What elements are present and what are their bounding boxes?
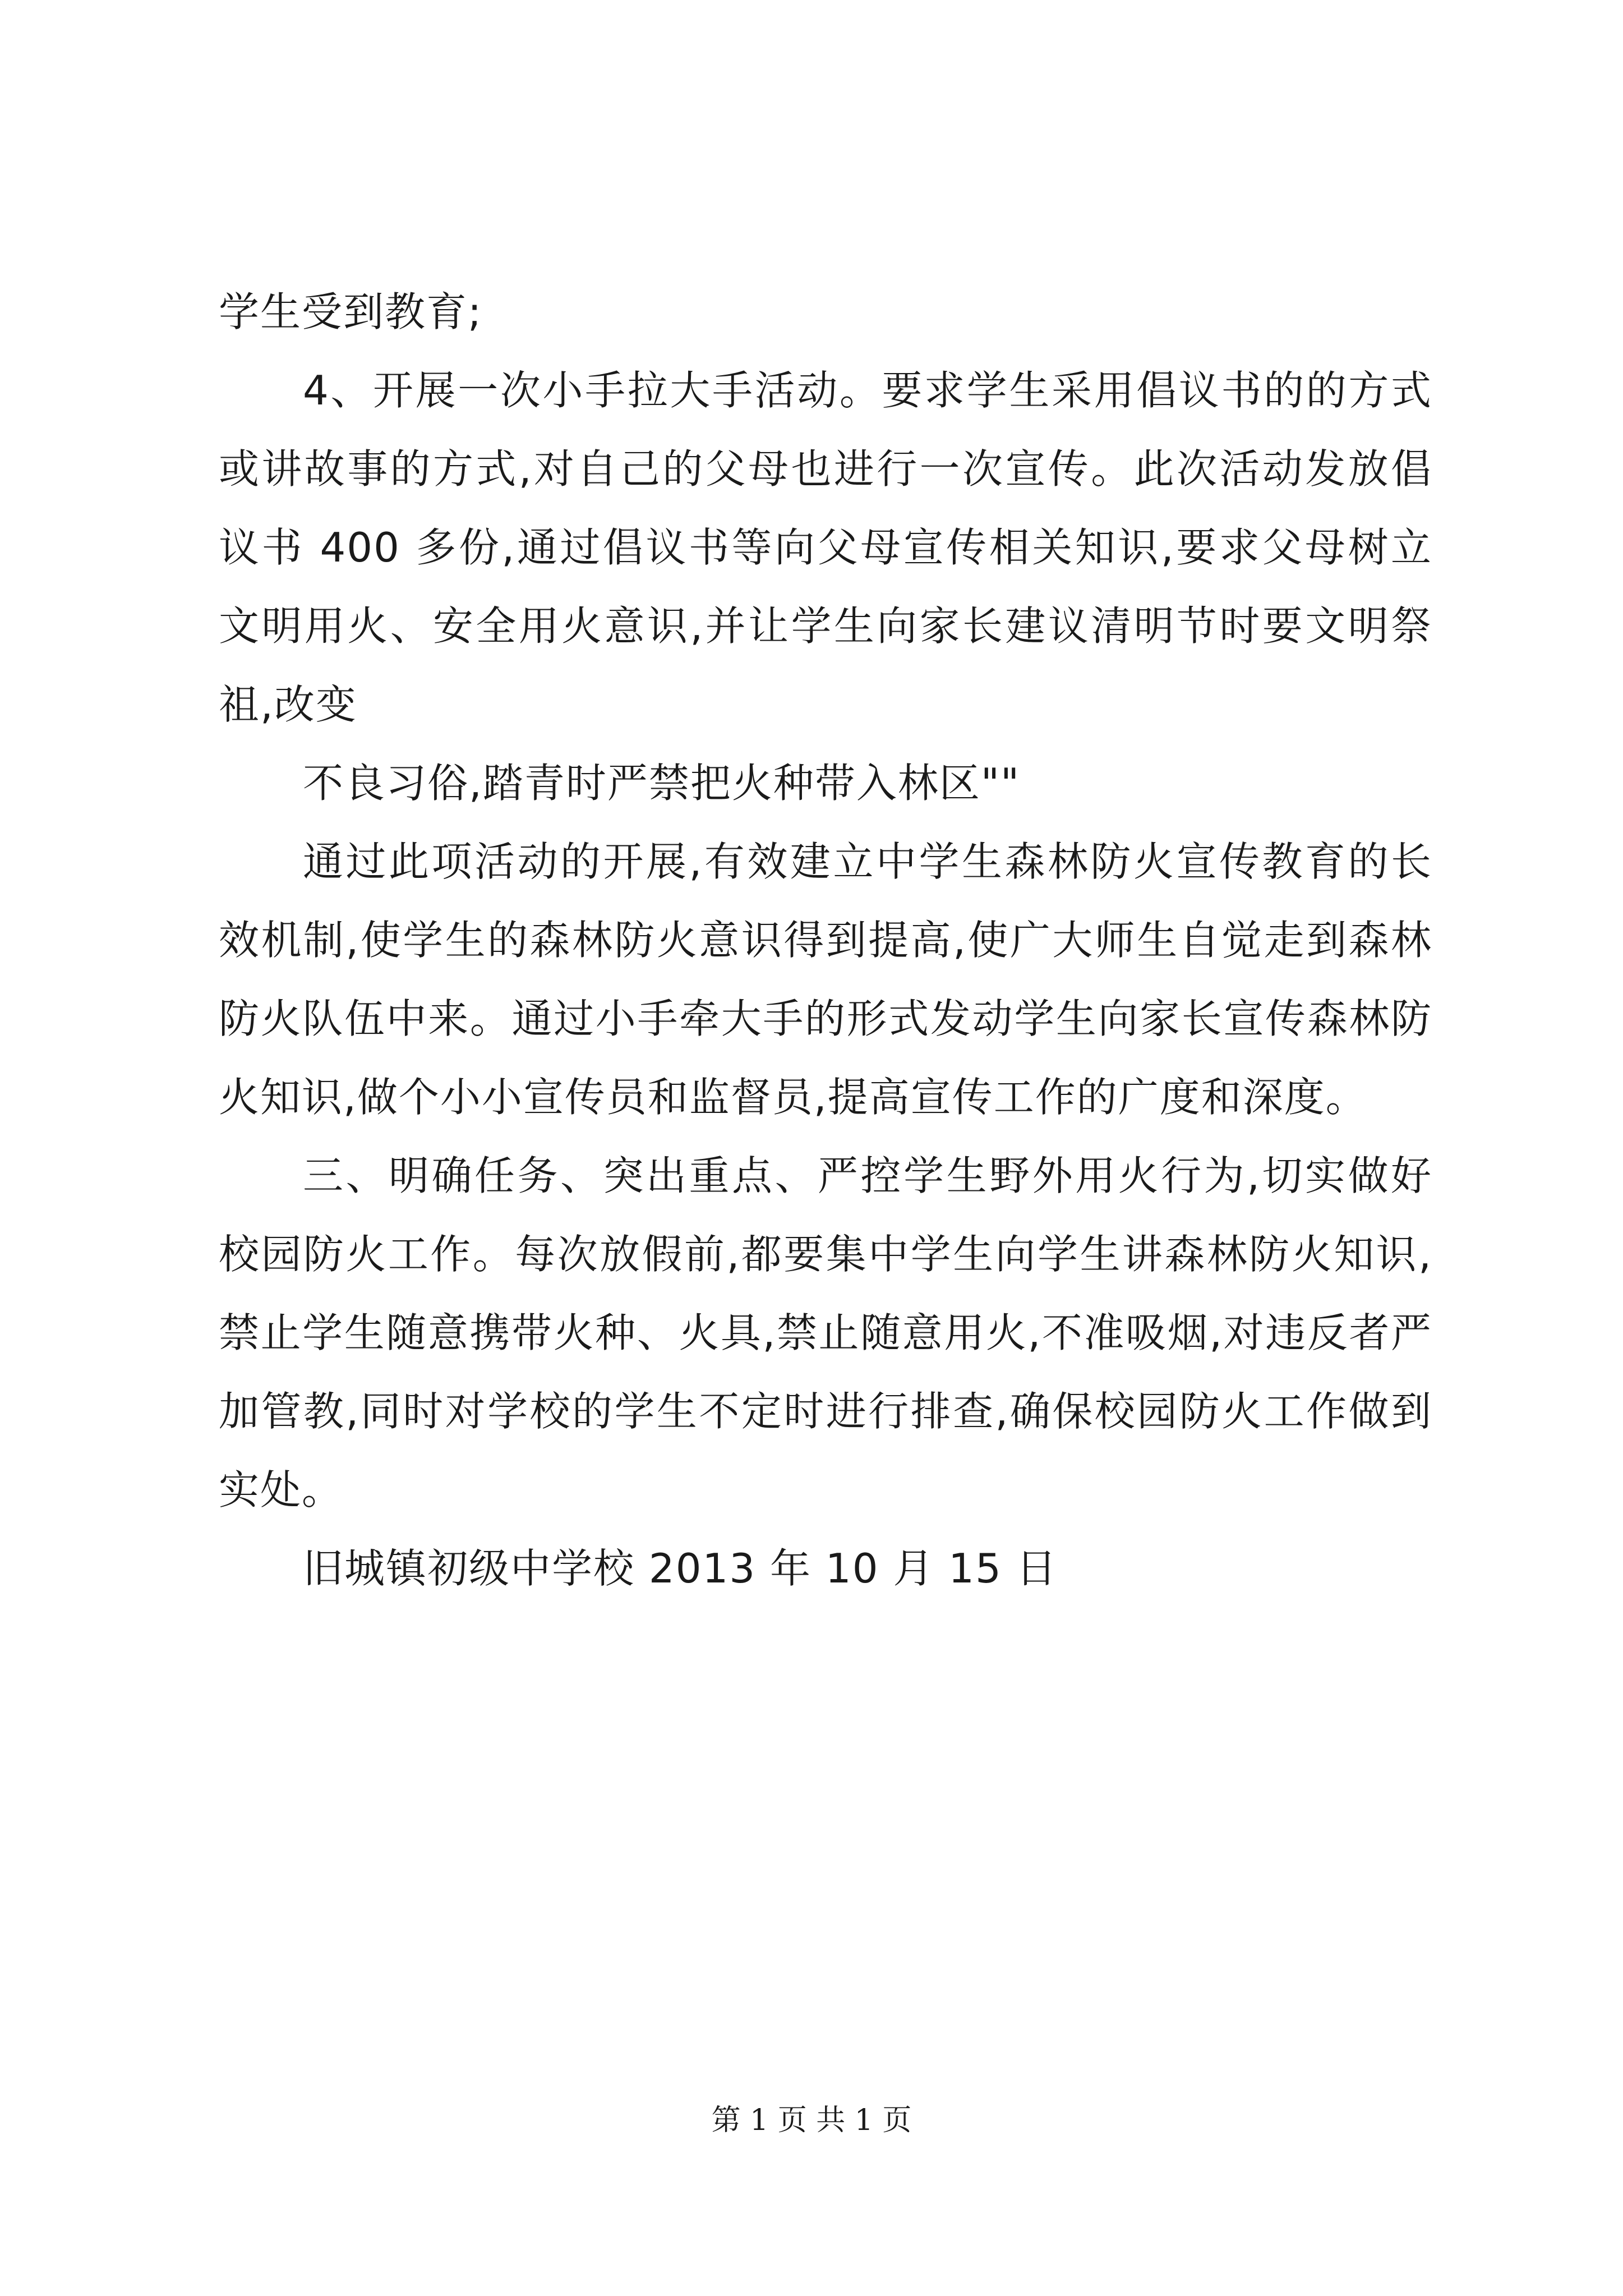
document-body <box>219 273 1432 1608</box>
page-number-footer: 第 1 页 共 1 页 <box>711 2104 912 2137</box>
paragraph-continuation: 学生受到教育; <box>219 288 483 335</box>
signature-date: 旧城镇初级中学校 2013 年 10 月 15 日 <box>303 1545 1058 1592</box>
paragraph-customs: 不良习俗,踏青时严禁把火种带入林区"" <box>303 760 1021 807</box>
paragraph-activity-4: 4、开展一次小手拉大手活动。要求学生采用倡议书的的方式或讲故事的方式,对自己的父母也进行一次宣传。此次活动发放倡议书 400 多份,通过倡议书等向父母宣传相关知识,要求父母树立文明用火、安全用火意识,并让学生向家长建议清明节时要文明祭祖,改变 <box>219 367 1432 728</box>
paragraph-outcome: 通过此项活动的开展,有效建立中学生森林防火宣传教育的长效机制,使学生的森林防火意识得到提高,使广大师生自觉走到森林防火队伍中来。通过小手牵大手的形式发动学生向家长宣传森林防火知识,做个小小宣传员和监督员,提高宣传工作的广度和深度。 <box>219 838 1432 1121</box>
paragraph-section-3: 三、明确任务、突出重点、严控学生野外用火行为,切实做好校园防火工作。每次放假前,都要集中学生向学生讲森林防火知识,禁止学生随意携带火种、火具,禁止随意用火,不准吸烟,对违反者严加管教,同时对学校的学生不定时进行排查,确保校园防火工作做到实处。 <box>219 1152 1432 1513</box>
